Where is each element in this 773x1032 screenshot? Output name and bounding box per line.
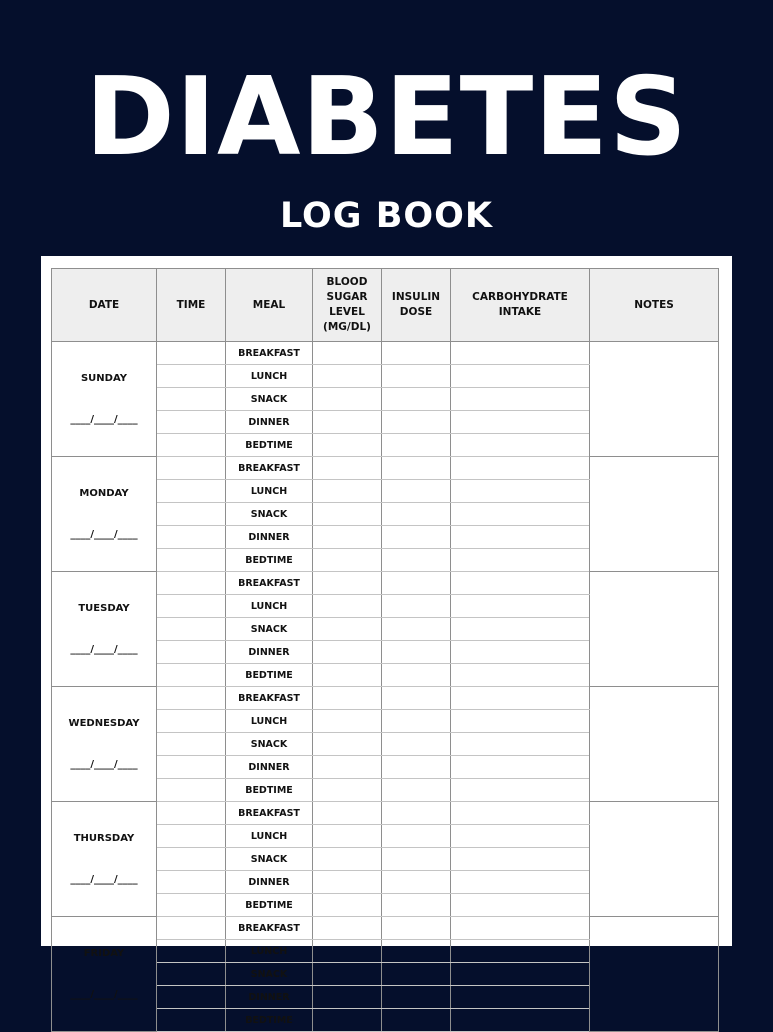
carbohydrate-cell[interactable] [451,963,590,986]
meal-label: SNACK [226,618,313,641]
blood-sugar-cell[interactable] [313,779,382,802]
notes-cell[interactable] [590,572,719,687]
meal-label: BEDTIME [226,894,313,917]
time-cell[interactable] [157,894,226,917]
date-blank[interactable]: ____/____/____ [70,414,138,425]
table-row [52,917,719,940]
meal-label: SNACK [226,733,313,756]
carbohydrate-cell[interactable] [451,618,590,641]
notes-cell[interactable] [590,457,719,572]
time-cell[interactable] [157,411,226,434]
header-row [52,269,719,342]
insulin-dose-cell[interactable] [382,940,451,963]
time-cell[interactable] [157,526,226,549]
blood-sugar-cell[interactable] [313,733,382,756]
carbohydrate-cell[interactable] [451,894,590,917]
header-meal: MEAL [226,269,313,342]
carbohydrate-cell[interactable] [451,503,590,526]
day-cell [52,572,157,687]
insulin-dose-cell[interactable] [382,526,451,549]
carbohydrate-cell[interactable] [451,572,590,595]
blood-sugar-cell[interactable] [313,457,382,480]
insulin-dose-cell[interactable] [382,641,451,664]
meal-label: BEDTIME [226,1009,313,1032]
time-cell[interactable] [157,871,226,894]
day-name: TUESDAY [78,603,130,614]
time-cell[interactable] [157,434,226,457]
time-cell[interactable] [157,802,226,825]
notes-cell[interactable] [590,342,719,457]
time-cell[interactable] [157,710,226,733]
header-carbohydrate-intake: CARBOHYDRATE INTAKE [451,269,590,342]
time-cell[interactable] [157,779,226,802]
time-cell[interactable] [157,388,226,411]
date-blank[interactable]: ____/____/____ [70,644,138,655]
meal-label: DINNER [226,871,313,894]
time-cell[interactable] [157,917,226,940]
insulin-dose-cell[interactable] [382,618,451,641]
notes-cell[interactable] [590,802,719,917]
insulin-dose-cell[interactable] [382,733,451,756]
insulin-dose-cell[interactable] [382,342,451,365]
carbohydrate-cell[interactable] [451,411,590,434]
blood-sugar-cell[interactable] [313,641,382,664]
insulin-dose-cell[interactable] [382,480,451,503]
blood-sugar-cell[interactable] [313,572,382,595]
carbohydrate-cell[interactable] [451,986,590,1009]
insulin-dose-cell[interactable] [382,825,451,848]
date-blank[interactable]: ____/____/____ [70,759,138,770]
log-table [51,268,719,1032]
meal-label: LUNCH [226,710,313,733]
carbohydrate-cell[interactable] [451,365,590,388]
meal-label: LUNCH [226,940,313,963]
meal-label: SNACK [226,848,313,871]
blood-sugar-cell[interactable] [313,434,382,457]
meal-label: LUNCH [226,595,313,618]
table-row [52,572,719,595]
insulin-dose-cell[interactable] [382,664,451,687]
carbohydrate-cell[interactable] [451,802,590,825]
time-cell[interactable] [157,986,226,1009]
meal-label: DINNER [226,411,313,434]
carbohydrate-cell[interactable] [451,1009,590,1032]
meal-label: BREAKFAST [226,342,313,365]
insulin-dose-cell[interactable] [382,503,451,526]
blood-sugar-cell[interactable] [313,848,382,871]
blood-sugar-cell[interactable] [313,1009,382,1032]
time-cell[interactable] [157,733,226,756]
time-cell[interactable] [157,595,226,618]
blood-sugar-cell[interactable] [313,503,382,526]
blood-sugar-cell[interactable] [313,365,382,388]
insulin-dose-cell[interactable] [382,388,451,411]
blood-sugar-cell[interactable] [313,963,382,986]
log-body [52,342,719,1032]
carbohydrate-cell[interactable] [451,526,590,549]
time-cell[interactable] [157,940,226,963]
time-cell[interactable] [157,664,226,687]
notes-cell[interactable] [590,687,719,802]
blood-sugar-cell[interactable] [313,480,382,503]
carbohydrate-cell[interactable] [451,825,590,848]
insulin-dose-cell[interactable] [382,802,451,825]
carbohydrate-cell[interactable] [451,641,590,664]
carbohydrate-cell[interactable] [451,595,590,618]
carbohydrate-cell[interactable] [451,917,590,940]
blood-sugar-cell[interactable] [313,825,382,848]
day-name: THURSDAY [73,833,135,844]
insulin-dose-cell[interactable] [382,411,451,434]
log-sheet [41,256,732,1026]
day-cell [52,802,157,917]
header-notes: NOTES [590,269,719,342]
time-cell[interactable] [157,365,226,388]
carbohydrate-cell[interactable] [451,710,590,733]
time-cell[interactable] [157,480,226,503]
meal-label: SNACK [226,503,313,526]
blood-sugar-cell[interactable] [313,549,382,572]
header-insulin-dose: INSULIN DOSE [382,269,451,342]
date-blank[interactable]: ____/____/____ [70,529,138,540]
day-name: SUNDAY [80,373,127,384]
blood-sugar-cell[interactable] [313,940,382,963]
insulin-dose-cell[interactable] [382,1009,451,1032]
meal-label: BREAKFAST [226,917,313,940]
meal-label: BEDTIME [226,779,313,802]
time-cell[interactable] [157,756,226,779]
insulin-dose-cell[interactable] [382,549,451,572]
blood-sugar-cell[interactable] [313,595,382,618]
insulin-dose-cell[interactable] [382,457,451,480]
day-cell [52,342,157,457]
time-cell[interactable] [157,963,226,986]
meal-label: BEDTIME [226,434,313,457]
carbohydrate-cell[interactable] [451,342,590,365]
meal-label: LUNCH [226,365,313,388]
meal-label: SNACK [226,963,313,986]
table-row [52,802,719,825]
blood-sugar-cell[interactable] [313,802,382,825]
meal-label: BREAKFAST [226,572,313,595]
insulin-dose-cell[interactable] [382,779,451,802]
day-cell [52,917,157,1032]
time-cell[interactable] [157,1009,226,1032]
meal-label: BREAKFAST [226,457,313,480]
blood-sugar-cell[interactable] [313,687,382,710]
meal-label: BREAKFAST [226,802,313,825]
insulin-dose-cell[interactable] [382,756,451,779]
meal-label: DINNER [226,526,313,549]
insulin-dose-cell[interactable] [382,848,451,871]
header-time: TIME [157,269,226,342]
blood-sugar-cell[interactable] [313,917,382,940]
blood-sugar-cell[interactable] [313,526,382,549]
meal-label: SNACK [226,388,313,411]
carbohydrate-cell[interactable] [451,480,590,503]
carbohydrate-cell[interactable] [451,457,590,480]
insulin-dose-cell[interactable] [382,894,451,917]
blood-sugar-cell[interactable] [313,871,382,894]
insulin-dose-cell[interactable] [382,986,451,1009]
blood-sugar-cell[interactable] [313,894,382,917]
insulin-dose-cell[interactable] [382,365,451,388]
carbohydrate-cell[interactable] [451,779,590,802]
blood-sugar-cell[interactable] [313,664,382,687]
carbohydrate-cell[interactable] [451,388,590,411]
insulin-dose-cell[interactable] [382,434,451,457]
header-date: DATE [52,269,157,342]
day-name: MONDAY [79,488,129,499]
book-title: DIABETES [85,55,688,180]
day-name: FRIDAY [83,948,125,959]
book-subtitle: LOG BOOK [279,196,494,236]
meal-label: DINNER [226,986,313,1009]
time-cell[interactable] [157,618,226,641]
insulin-dose-cell[interactable] [382,963,451,986]
carbohydrate-cell[interactable] [451,549,590,572]
time-cell[interactable] [157,848,226,871]
blood-sugar-cell[interactable] [313,388,382,411]
blood-sugar-cell[interactable] [313,618,382,641]
carbohydrate-cell[interactable] [451,664,590,687]
insulin-dose-cell[interactable] [382,595,451,618]
insulin-dose-cell[interactable] [382,687,451,710]
header-blood-sugar: BLOOD SUGAR LEVEL (MG/DL) [313,269,382,342]
blood-sugar-cell[interactable] [313,411,382,434]
meal-label: DINNER [226,756,313,779]
meal-label: BEDTIME [226,664,313,687]
time-cell[interactable] [157,825,226,848]
table-row [52,687,719,710]
carbohydrate-cell[interactable] [451,434,590,457]
day-cell [52,457,157,572]
carbohydrate-cell[interactable] [451,733,590,756]
table-row [52,457,719,480]
carbohydrate-cell[interactable] [451,687,590,710]
date-blank[interactable]: ____/____/____ [70,874,138,885]
day-cell [52,687,157,802]
insulin-dose-cell[interactable] [382,871,451,894]
time-cell[interactable] [157,641,226,664]
insulin-dose-cell[interactable] [382,710,451,733]
time-cell[interactable] [157,503,226,526]
carbohydrate-cell[interactable] [451,871,590,894]
time-cell[interactable] [157,687,226,710]
carbohydrate-cell[interactable] [451,848,590,871]
time-cell[interactable] [157,457,226,480]
time-cell[interactable] [157,572,226,595]
carbohydrate-cell[interactable] [451,756,590,779]
blood-sugar-cell[interactable] [313,710,382,733]
date-blank[interactable]: ____/____/____ [70,989,138,1000]
meal-label: LUNCH [226,480,313,503]
day-name: WEDNESDAY [68,718,140,729]
table-row [52,342,719,365]
meal-label: BREAKFAST [226,687,313,710]
carbohydrate-cell[interactable] [451,940,590,963]
blood-sugar-cell[interactable] [313,986,382,1009]
insulin-dose-cell[interactable] [382,917,451,940]
meal-label: LUNCH [226,825,313,848]
blood-sugar-cell[interactable] [313,756,382,779]
meal-label: DINNER [226,641,313,664]
meal-label: BEDTIME [226,549,313,572]
blood-sugar-cell[interactable] [313,342,382,365]
time-cell[interactable] [157,342,226,365]
insulin-dose-cell[interactable] [382,572,451,595]
time-cell[interactable] [157,549,226,572]
notes-cell[interactable] [590,917,719,1032]
